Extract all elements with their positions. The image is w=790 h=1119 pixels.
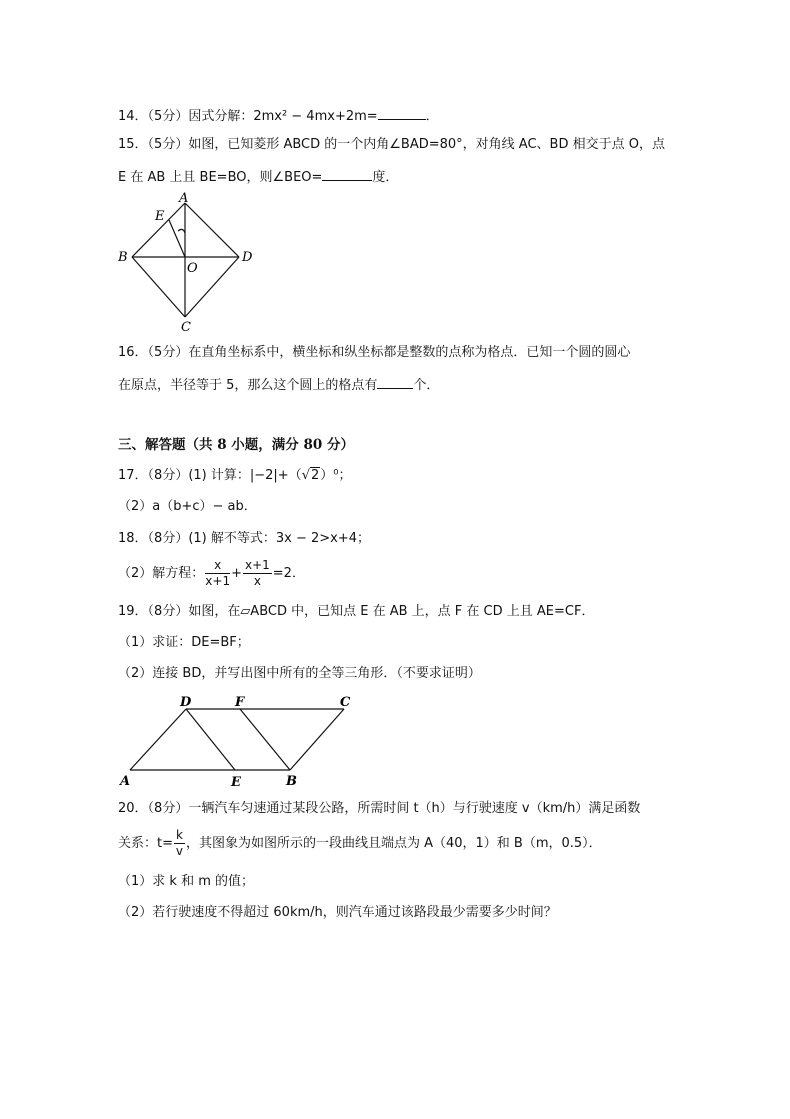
q19-line2: （1）求证：DE=BF；: [118, 635, 250, 650]
plus-sign: +: [231, 566, 242, 581]
label-d: D: [242, 250, 253, 265]
q19-line1: 19．（8分）如图，在▱ABCD 中，已知点 E 在 AB 上，点 F 在 CD 上且 AE=CF．: [118, 604, 595, 619]
q20-line2-text: 关系：t=: [118, 836, 173, 851]
label-e: E: [155, 209, 165, 224]
label-d: D: [180, 695, 192, 710]
label-b: B: [286, 774, 297, 789]
q16-line2-suffix: 个．: [413, 378, 440, 393]
rhombus-side-ad: [185, 203, 239, 257]
q17-line1-suffix: ）⁰；: [320, 468, 352, 483]
q14-line: [118, 105, 439, 126]
side-ad: [130, 709, 186, 770]
label-c: C: [181, 320, 191, 335]
label-b: B: [118, 250, 128, 265]
fraction-denominator: v: [175, 844, 184, 858]
segment-eo: [169, 220, 185, 257]
label-a: A: [179, 191, 189, 206]
parallelogram-figure: [118, 695, 358, 790]
q20-line2-suffix: ，其图象为如图所示的一段曲线且端点为 A（40，1）和 B（m，0.5）．: [185, 836, 602, 851]
segment-fb: [240, 709, 290, 770]
fraction-2-denominator: x: [253, 574, 261, 588]
q18-line2-text: （2）解方程：: [118, 566, 205, 581]
label-c: C: [340, 695, 351, 710]
q14-answer-blank[interactable]: [378, 105, 426, 120]
label-e: E: [231, 775, 241, 790]
q18-line2-suffix: =2．: [272, 566, 305, 581]
fraction-1-numerator: x: [205, 558, 230, 574]
rhombus-side-bc: [132, 257, 185, 317]
fraction-2-numerator: x+1: [244, 558, 270, 572]
q16-line2-text: 在原点，半径等于 5，那么这个圆上的格点有: [118, 378, 378, 393]
q20-line1: 20．（8分）一辆汽车匀速通过某段公路，所需时间 t（h）与行驶速度 v（km/h）满足函数: [118, 801, 641, 816]
fraction-numerator: k: [176, 828, 183, 842]
segment-de: [186, 709, 235, 770]
q16-answer-blank[interactable]: [377, 374, 413, 389]
q18-line2: [118, 557, 305, 591]
fraction-1: [205, 558, 230, 589]
sqrt-radicand: 2: [310, 468, 320, 483]
sqrt-symbol: √2: [301, 468, 320, 483]
q15-answer-blank[interactable]: [322, 166, 372, 181]
q19-line3: （2）连接 BD，并写出图中所有的全等三角形．（不要求证明）: [118, 666, 481, 681]
q17-line1: [118, 467, 351, 485]
q14-text: 14．（5分）因式分解：2mx² − 4mx+2m=: [118, 109, 378, 124]
q15-line2-text: E 在 AB 上且 BE=BO，则∠BEO=: [118, 170, 323, 185]
q20-line4: （2）若行驶速度不得超过 60km/h，则汽车通过该路段最少需要多少时间？: [118, 905, 557, 920]
section3-title: 三、解答题（共 8 小题，满分 80 分）: [118, 437, 354, 453]
rhombus-figure: [115, 193, 265, 333]
q16-line2: [118, 374, 439, 395]
fraction-1-denominator: x+1: [205, 574, 231, 588]
label-o: O: [187, 261, 198, 276]
q20-line3: （1）求 k 和 m 的值；: [118, 874, 254, 889]
fraction-2: [243, 558, 272, 589]
fraction-k-over-v: [174, 828, 185, 859]
q15-line2: [118, 166, 398, 187]
q18-line1: 18．（8分）(1) 解不等式：3x − 2>x+4；: [118, 531, 371, 546]
label-a: A: [120, 774, 131, 789]
label-f: F: [235, 695, 245, 710]
q14-suffix: ．: [425, 109, 439, 124]
q17-line2: （2）a（b+c）− ab．: [118, 499, 257, 514]
side-bc: [290, 709, 344, 770]
angle-mark: [178, 229, 185, 233]
q20-line2: [118, 826, 602, 862]
q15-line1: 15．（5分）如图，已知菱形 ABCD 的一个内角∠BAD=80°，对角线 AC、BD 相交于点 O，点: [118, 137, 665, 152]
q17-line1-text: 17．（8分）(1) 计算：|−2|+（: [118, 468, 302, 483]
q16-line1: 16．（5分）在直角坐标系中，横坐标和纵坐标都是整数的点称为格点．已知一个圆的圆心: [118, 345, 631, 360]
q15-line2-suffix: 度．: [372, 170, 399, 185]
